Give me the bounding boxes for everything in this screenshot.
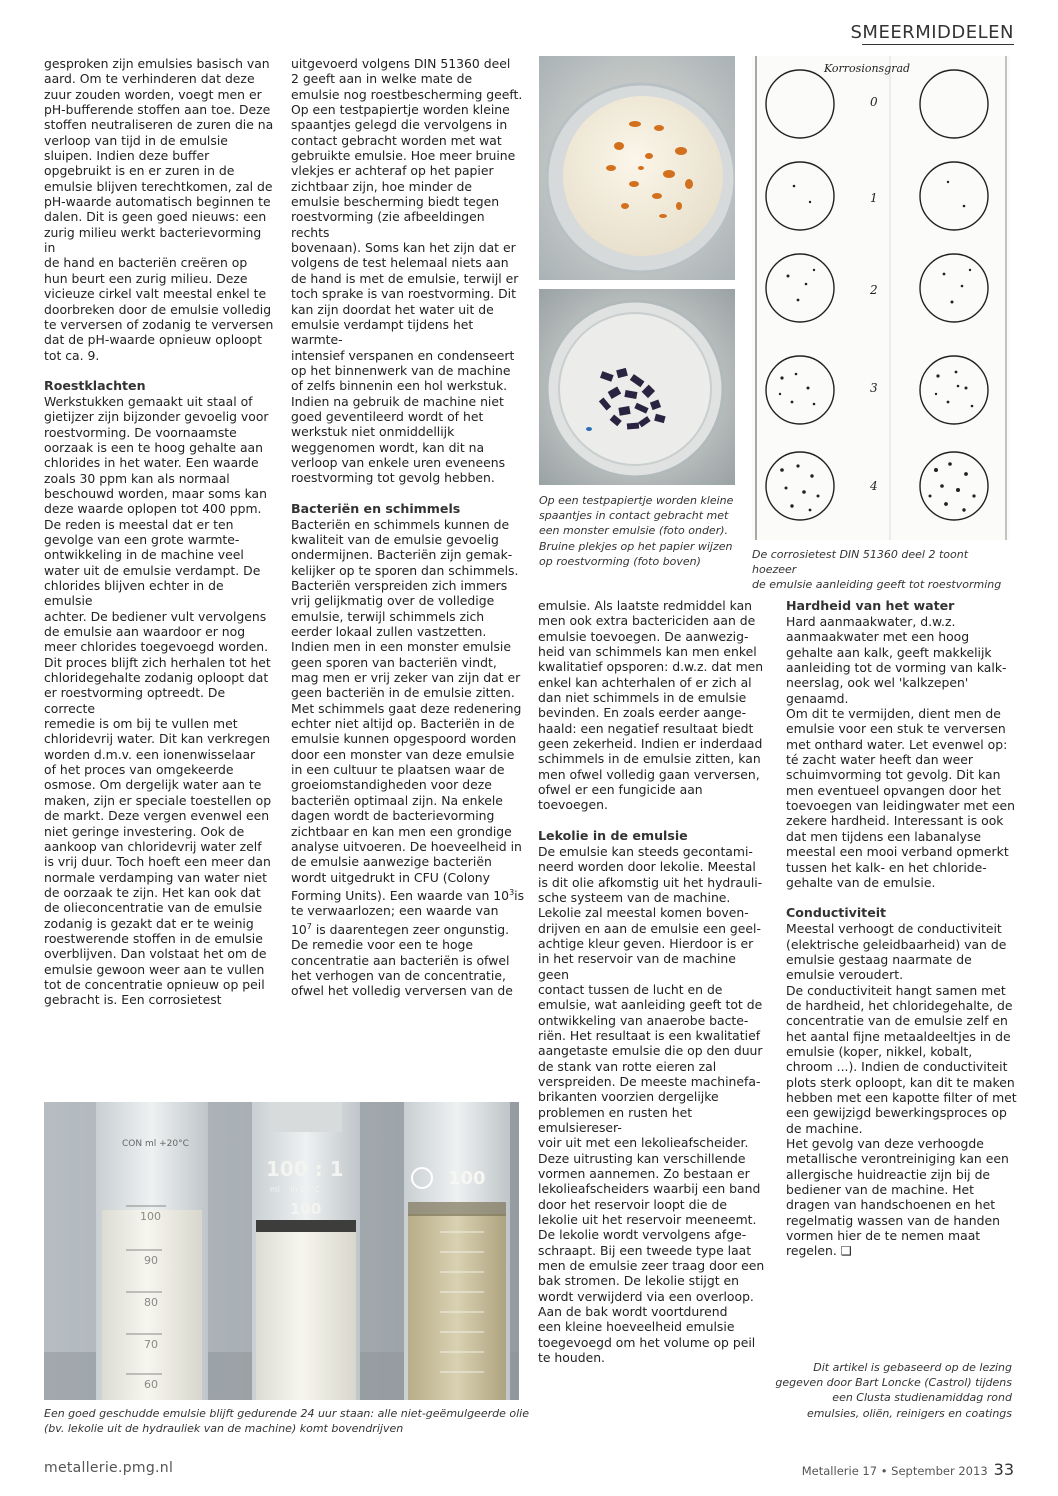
column-3	[538, 598, 770, 1366]
grade-1-label: 1	[870, 191, 878, 205]
grade-2-label: 2	[870, 283, 878, 297]
heading-lekolie: Lekolie in de emulsie	[538, 827, 688, 843]
caption-cylinders: Een goed geschudde emulsie blijft gedurende 24 uur staan: alle niet-geëmulgeerde olie (bv. lekolie uit de hydrauliek van de machine) komt bovendrijven	[44, 1407, 529, 1436]
heading-roestklachten: Roestklachten	[44, 377, 146, 393]
paragraph-ph: gesproken zijn emulsies basisch van aard. Om te verhinderen dat deze zuur zouden worden, voegt men er pH-bufferende stoffen aan toe. Deze stoffen neutraliseren de zuren die na verloop van tijd in de emulsie sluipen. Indien deze buffer opgebruikt is en er zuren in de emulsie blijven terechtkomen, zal de pH-waarde automatisch beginnen te dalen. Dit is geen goed nieuws: een zurig milieu werkt bacterievorming in de hand en bacteriën creëren op hun beurt een zurig milieu. Deze vicieuze cirkel valt meestal enkel te doorbreken door de emulsie volledig te verversen of zodanig te verversen dat de pH-waarde opnieuw oploopt tot ca. 9.	[44, 56, 274, 363]
column-2	[291, 56, 525, 999]
cyl1-tick-90: 90	[144, 1254, 158, 1267]
footer-website-link[interactable]: metallerie.pmg.nl	[44, 1460, 174, 1476]
section-label: SMEERMIDDELEN	[850, 22, 1014, 43]
paragraph-corrosietest: uitgevoerd volgens DIN 51360 deel 2 geeft aan in welke mate de emulsie nog roestbescherming geeft. Op een testpapiertje worden kleine spaantjes gelegd die vervolgens in contact gebracht worden met wat gebruikte emulsie. Hoe meer bruine vlekjes er achteraf op het papier zichtbaar zijn, hoe minder de emulsie bescherming biedt tegen roestvorming (zie afbeeldingen rechts bovenaan). Soms kan het zijn dat er volgens de test helemaal niets aan de hand is met de emulsie, terwijl er toch sprake is van roestvorming. Dit kan zijn doordat het water uit de emulsie verdampt tijdens het warmte- intensief verspanen en condenseert op het binnenwerk van de machine of zelfs binnenin een hol werkstuk. Indien na gebruik de machine niet goed geventileerd wordt of het werkstuk niet onmiddellijk weggenomen wordt, kan dit na verloop van enkele uren eveneens roestvorming tot gevolg hebben.	[291, 56, 523, 486]
paragraph-schimmels: emulsie. Als laatste redmiddel kan men ook extra bactericiden aan de emulsie toevoegen. De aanwezig- heid van schimmels kan men enkel kwalitatief opsporen: d.w.z. dat men enkel kan achterhalen of er zich al dan niet schimmels in de emulsie bevinden. En zoals eerder aange- haald: een negatief resultaat biedt geen zekerheid. Indien er inderdaad schimmels in de emulsie zitten, kan men ofwel volledig gaan verversen, ofwel er een fungicide aan toevoegen.	[538, 598, 764, 813]
cyl1-tick-70: 70	[144, 1338, 158, 1351]
page-number: 33	[993, 1460, 1014, 1479]
cyl3-label-100: 100	[448, 1168, 486, 1189]
column-1	[44, 56, 276, 1008]
photo-measuring-cylinders	[44, 1102, 519, 1400]
cyl2-small-label: ml In 20°C	[270, 1185, 320, 1194]
article-credit: Dit artikel is gebaseerd op de lezing gegeven door Bart Loncke (Castrol) tijdens een Clusta studienamiddag rond emulsies, oliën, reinigers en coatings	[775, 1361, 1012, 1420]
corrosion-grade-chart	[752, 56, 1010, 540]
footer-issue	[802, 1460, 1014, 1479]
grade-3-label: 3	[870, 381, 878, 395]
paragraph-lekolie: De emulsie kan steeds gecontami- neerd worden door lekolie. Meestal is dit olie afkomstig uit het hydrauli- sche systeem van de machine. Lekolie zal meestal komen boven- drijven en aan de emulsie een geel- achtige kleur geven. Hierdoor is er in het reservoir van de machine geen contact tussen de lucht en de emulsie, wat aanleiding geeft tot de ontwikkeling van anaerobe bacte- riën. Het resultaat is een kwalitatief aangetaste emulsie die op den duur de stank van rotte eieren zal verspreiden. De meeste machinefa- brikanten voorzien dergelijke problemen en rusten het emulsiereser- voir uit met een lekolieafscheider. Deze uitrusting kan verschillende vormen aannemen. Zo bestaan er lekolieafscheiders waarbij een band door het reservoir loopt die de lekolie uit het reservoir meeneemt. De lekolie wordt vervolgens afge- schraapt. Bij een tweede type laat men de emulsie zeer traag door een bak stromen. De lekolie stijgt en wordt verwijderd via een overloop. Aan de bak wordt voortdurend een kleine hoeveelheid emulsie toegevoegd om het volume op peil te houden.	[538, 843, 765, 1366]
section-rule	[862, 44, 1014, 45]
grade-0-label: 0	[870, 95, 878, 109]
cyl1-tick-60: 60	[144, 1378, 158, 1391]
heading-hardheid: Hardheid van het water	[786, 598, 955, 613]
paragraph-conductiviteit: Meestal verhoogt de conductiviteit (elektrische geleidbaarheid) van de emulsie gestaag naarmate de emulsie veroudert. De conductiviteit hangt samen met de hardheid, het chloridegehalte, de concentratie van de emulsie zelf en het aantal fijne metaaldeeltjes in de emulsie (koper, nikkel, kobalt, chroom ...). Indien de conductiviteit plots sterk oploopt, kan dit te maken hebben met een kapotte filter of met een gewijzigd bewerkingsproces op de machine. Het gevolg van deze verhoogde metallische verontreiniging kan een allergische huidreactie zijn bij de bediener van de machine. Het dragen van handschoenen en het regelmatig wassen van de handen vormen hier de te nemen maat regelen. ❑	[786, 921, 1017, 1259]
chart-title: Korrosionsgrad	[824, 62, 911, 75]
cyl1-tick-100: 100	[140, 1210, 161, 1223]
paragraph-roest: Werkstukken gemaakt uit staal of gietijzer zijn bijzonder gevoelig voor roestvorming. De voornaamste oorzaak is een te hoog gehalte aan chlorides in het water. Een waarde zoals 30 ppm kan als normaal beschouwd worden, maar soms kan deze waarde oplopen tot 400 ppm. De reden is meestal dat er ten gevolge van een grote warmte- ontwikkeling in de machine veel water uit de emulsie verdampt. De chlorides blijven echter in de emulsie achter. De bediener vult vervolgens de emulsie aan waardoor er nog meer chlorides toegevoegd worden. Dit proces blijft zich herhalen tot het chloridegehalte zodanig oploopt dat er roestvorming optreedt. De correcte remedie is om bij te vullen met chloridevrij water. Dit kan verkregen worden d.m.v. een ionenwisselaar of het proces van omgekeerde osmose. Om dergelijk water aan te maken, zijn er speciale toestellen op de markt. Deze vergen evenwel een niet geringe investering. Ook de aankoop van chloridevrij water zelf is vrij duur. Toch hoeft een meer dan normale verdamping van water niet de oorzaak te zijn. Het kan ook dat de olieconcentratie van de emulsie zodanig is gezakt dat er te weinig roestwerende stoffen in de emulsie overblijven. Dan volstaat het om de emulsie gewoon weer aan te vullen tot de concentratie opnieuw op peil gebracht is. Een corrosietest	[44, 393, 272, 1008]
column-4	[786, 598, 1018, 1259]
heading-bacterien: Bacteriën en schimmels	[291, 500, 461, 516]
footer-issue-label: Metallerie 17 • September 2013	[801, 1464, 988, 1478]
paragraph-hardheid: Hard aanmaakwater, d.w.z. aanmaakwater met een hoog gehalte aan kalk, geeft makkelijk aanleiding tot de vorming van kalk- neerslag, ook wel 'kalkzepen' genaamd. Om dit te vermijden, dient men de emulsie voor een stuk te verversen met onthard water. Let evenwel op: té zacht water heeft dan weer schuimvorming tot gevolg. Dit kan men eventueel opvangen door het toevoegen van leidingwater met een zekere hardheid. Interessant is ook dat men tijdens een labanalyse meestal een mooi verband opmerkt tussen het kalk- en het chloride- gehalte van de emulsie.	[786, 614, 1015, 890]
caption-corrosion: De corrosietest DIN 51360 deel 2 toont hoezeer de emulsie aanleiding geeft tot roestvorming	[752, 548, 1002, 592]
cyl2-ratio: 100 : 1	[266, 1157, 344, 1181]
cyl1-tick-80: 80	[144, 1296, 158, 1309]
photo-petri-chips	[539, 289, 735, 485]
caption-petri: Op een testpapiertje worden kleine spaantjes in contact gebracht met een monster emulsie (foto onder). Bruine plekjes op het papier wijzen op roestvorming (foto boven)	[539, 494, 734, 568]
cyl1-top-label: CON ml +20°C	[122, 1139, 189, 1149]
heading-conductiviteit: Conductiviteit	[786, 905, 887, 921]
paragraph-bacterien: Bacteriën en schimmels kunnen de kwaliteit van de emulsie gevoelig ondermijnen. Bacteriën zijn gemak- kelijker op te sporen dan schimmels. Bacteriën verspreiden zich immers vrij gelijkmatig over de volledige emulsie, terwijl schimmels zich eerder lokaal zullen vastzetten. Indien men in een monster emulsie geen sporen van bacteriën vindt, mag men er vrij zeker van zijn dat er geen bacteriën in de emulsie zitten. Met schimmels gaat deze redenering echter niet altijd op. Bacteriën in de emulsie kunnen opgespoord worden door een monster van deze emulsie in een cultuur te plaatsen waar de groeiomstandigheden voor deze bacteriën optimaal zijn. Na enkele dagen wordt de bacterievorming zichtbaar en kan men een grondige analyse uitvoeren. De hoeveelheid in de emulsie aanwezige bacteriën wordt uitgedrukt in CFU (Colony Forming Units). Een waarde van $10^3is$ te verwaarlozen; een waarde van $10^7$ is daarentegen zeer ongunstig. De remedie voor een te hoge concentratie aan bacteriën is ofwel het verhogen van de concentratie, ofwel het volledig verversen van de	[291, 516, 525, 999]
end-mark-icon: ❑	[840, 1243, 852, 1259]
grade-4-label: 4	[870, 479, 878, 493]
photo-test-paper	[539, 56, 735, 280]
cyl2-label-100: 100	[290, 1200, 322, 1218]
